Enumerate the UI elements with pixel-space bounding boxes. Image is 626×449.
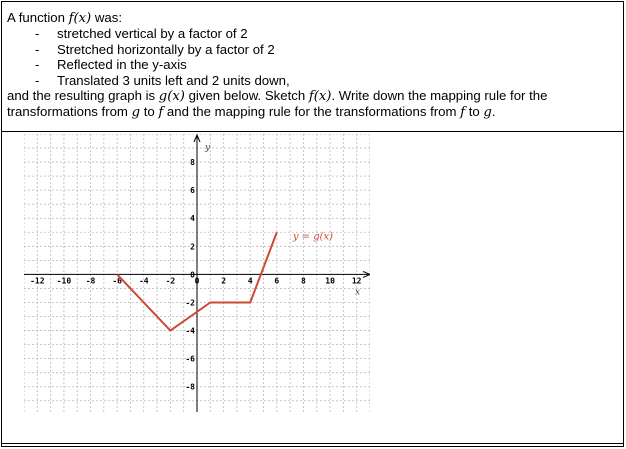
p2-text-a: transformations from xyxy=(7,104,132,120)
series-label: y = g(x) xyxy=(292,231,334,243)
x-tick-label: 4 xyxy=(247,276,253,286)
intro-prefix: A function xyxy=(7,10,69,25)
y-tick-label: -4 xyxy=(185,326,195,336)
y-tick-label: -6 xyxy=(185,354,195,364)
transformation-text: Stretched horizontally by a factor of 2 xyxy=(57,41,275,57)
p2-text-e: . xyxy=(491,104,496,120)
x-tick-label: 8 xyxy=(301,276,306,286)
transformation-text: Translated 3 units left and 2 units down, xyxy=(57,72,290,88)
x-axis-label: x xyxy=(355,287,361,298)
y-tick-label: 4 xyxy=(190,214,195,224)
y-tick-label: 6 xyxy=(190,186,195,196)
document-table xyxy=(1,1,624,447)
y-tick-label: -2 xyxy=(185,298,195,308)
x-tick-label: -6 xyxy=(112,276,122,286)
p2-text-b: to xyxy=(140,104,159,120)
transformation-item xyxy=(7,73,618,88)
graph-cell xyxy=(2,132,623,444)
p1-gx: g(x) xyxy=(158,89,185,105)
paragraph-line-1 xyxy=(7,88,618,104)
p2-f: f xyxy=(158,105,164,121)
p2-g: g xyxy=(131,105,141,121)
problem-text-cell xyxy=(2,2,623,132)
transformation-item xyxy=(7,57,618,72)
p2-g2: g xyxy=(483,105,492,121)
x-tick-label: 6 xyxy=(274,276,280,286)
p2-text-d: to xyxy=(465,104,484,120)
intro-suffix: was: xyxy=(91,10,122,25)
p1-text-a: and the resulting graph is xyxy=(7,88,159,104)
intro-line xyxy=(7,10,618,26)
y-tick-label: -8 xyxy=(185,382,195,392)
y-axis-label: y xyxy=(205,143,211,153)
y-tick-label: 8 xyxy=(190,158,195,168)
transformation-list xyxy=(7,26,618,88)
x-tick-label: -12 xyxy=(30,276,45,286)
transformation-item xyxy=(7,26,618,41)
x-tick-label: 12 xyxy=(351,276,362,286)
paragraph-line-2 xyxy=(7,104,618,120)
x-tick-label: 10 xyxy=(325,276,335,286)
x-tick-label: -4 xyxy=(138,276,149,286)
y-tick-label: 2 xyxy=(190,242,195,252)
list-dash: - xyxy=(35,41,40,57)
transformation-item xyxy=(7,42,618,57)
x-tick-label: 0 xyxy=(194,276,200,286)
x-tick-label: -8 xyxy=(85,276,96,286)
p1-fx: f(x) xyxy=(308,89,332,105)
transformation-text: stretched vertical by a factor of 2 xyxy=(57,26,248,42)
p1-text-b: given below. Sketch xyxy=(184,88,309,104)
p2-text-c: and the mapping rule for the transformations from xyxy=(163,104,461,120)
y-tick-label: 0 xyxy=(190,270,195,280)
list-dash: - xyxy=(35,26,40,42)
x-tick-label: -2 xyxy=(165,276,176,286)
transformation-text: Reflected in the y-axis xyxy=(57,57,187,73)
x-tick-label: 2 xyxy=(221,276,227,286)
p1-text-c: . Write down the mapping rule for the xyxy=(331,88,548,104)
list-dash: - xyxy=(35,72,40,88)
intro-function: f(x) xyxy=(68,11,92,26)
x-tick-label: -10 xyxy=(56,276,72,286)
list-dash: - xyxy=(35,57,40,73)
graph-of-g xyxy=(24,134,370,412)
p2-f2: f xyxy=(460,105,466,121)
